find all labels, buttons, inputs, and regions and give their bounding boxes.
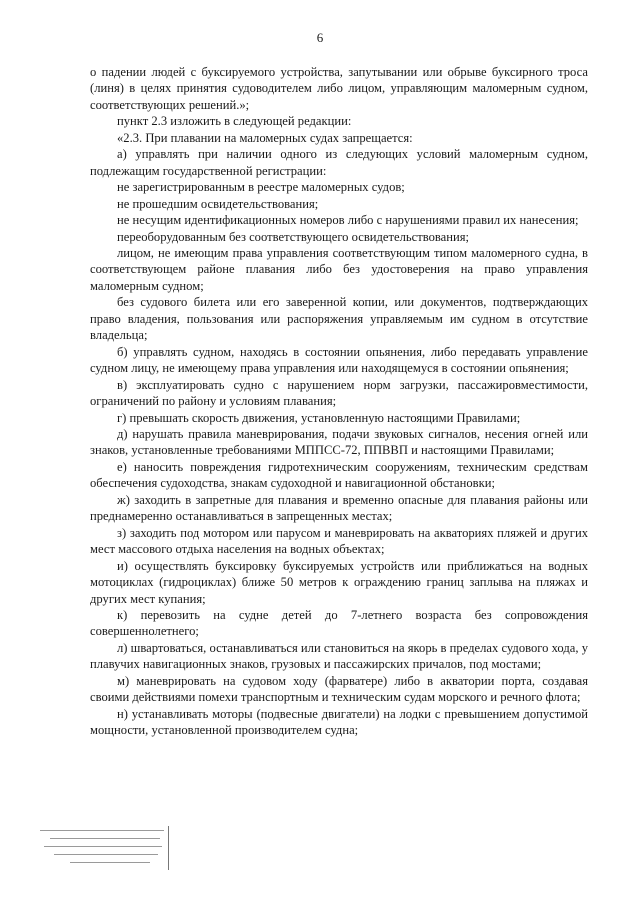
item-b: б) управлять судном, находясь в состоянии опьянения, либо передавать управление судном лицу, не имеющему права управления или находящемуся в состоянии опьянения; — [90, 344, 588, 376]
item-a-condition-5: лицом, не имеющим права управления соответствующим типом маломерного судна, в соответствующем районе плавания либо без удостоверения на право управления маломерным судном; — [90, 245, 588, 293]
item-a-condition-3: не несущим идентификационных номеров либо с нарушениями правил их нанесения; — [117, 213, 579, 228]
item-e: е) наносить повреждения гидротехническим сооружениям, техническим средствам обеспечения судоходства, знакам судоходной и навигационной обстановки; — [90, 459, 588, 491]
item-l: л) швартоваться, останавливаться или становиться на якорь в пределах судового хода, у плавучих навигационных знаков, грузовых и пассажирских причалов, под мостами; — [90, 640, 588, 672]
item-zh: ж) заходить в запретные для плавания и временно опасные для плавания районы или преднамеренно останавливаться в запрещенных местах; — [90, 492, 588, 524]
item-a-condition-1: не зарегистрированным в реестре маломерных судов; — [117, 180, 405, 195]
item-k: к) перевозить на судне детей до 7-летнего возраста без сопровождения совершеннолетнего; — [90, 607, 588, 639]
item-g: г) превышать скорость движения, установленную настоящими Правилами; — [117, 410, 521, 425]
page-number: 6 — [316, 30, 324, 45]
item-n: н) устанавливать моторы (подвесные двигатели) на лодки с превышением допустимой мощности, установленной производителем судна; — [90, 706, 588, 738]
item-z: з) заходить под мотором или парусом и маневрировать на акваториях пляжей и других мест массового отдыха населения на водных объектах; — [90, 525, 588, 557]
item-v: в) эксплуатировать судно с нарушением норм загрузки, пассажировместимости, ограничений по району и условиям плавания; — [90, 377, 588, 409]
item-d: д) нарушать правила маневрирования, подачи звуковых сигналов, несения огней или знаков, установленные требованиями МППСС-72, ППВВП и настоящими Правилами; — [90, 426, 588, 458]
paragraph-continuation: о падении людей с буксируемого устройства, запутывании или обрыве буксирного троса (линя) в целях принятия судоводителем либо лицом, управляющим маломерным судном, соответствующих решений.»; — [90, 65, 588, 112]
item-a-condition-2: не прошедшим освидетельствования; — [117, 196, 319, 211]
item-m: м) маневрировать на судовом ходу (фарватере) либо в акватории порта, создавая своими действиями помехи транспортным и техническим судам морского и речного флота; — [90, 673, 588, 705]
item-a-condition-4: переоборудованным без соответствующего освидетельствования; — [117, 229, 470, 244]
registration-stamp — [40, 826, 169, 870]
item-a: а) управлять при наличии одного из следующих условий маломерным судном, подлежащим государственной регистрации: — [90, 147, 588, 178]
paragraph-section-2-3: «2.3. При плавании на маломерных судах запрещается: — [117, 130, 413, 145]
item-i: и) осуществлять буксировку буксируемых устройств или приближаться на водных мотоциклах (гидроциклах) ближе 50 метров к ограждению границ заплыва на пляжах и других мест купания; — [90, 558, 588, 606]
item-a-condition-6: без судового билета или его заверенной копии, или документов, подтверждающих право владения, пользования или распоряжения управляемым им судном в отсутствие владельца; — [90, 295, 588, 343]
paragraph-amendment-intro: пункт 2.3 изложить в следующей редакции: — [117, 114, 352, 129]
document-body — [90, 64, 588, 739]
